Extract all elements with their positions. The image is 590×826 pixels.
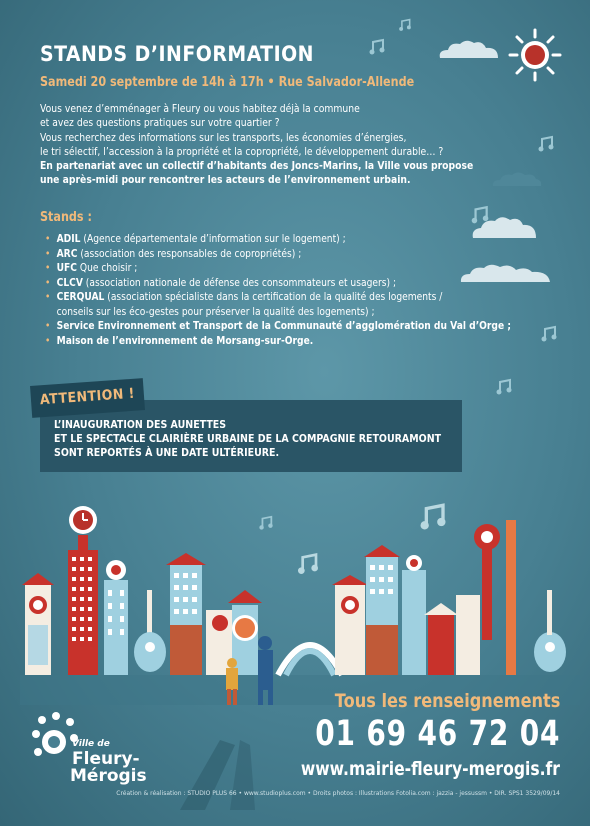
intro-line: et avez des questions pratiques sur votre quartier ?	[40, 116, 280, 130]
city-illustration	[20, 495, 580, 705]
stand-name: CLCV	[56, 275, 83, 289]
logo-name-line2: Mérogis	[70, 766, 147, 786]
attention-line: L’INAUGURATION DES AUNETTES	[54, 418, 227, 431]
intro-line: Vous venez d’emménager à Fleury ou vous habitez déjà la commune	[40, 102, 360, 115]
stand-name: Service Environnement et Transport de la Communauté d’agglomération du Val d’Orge ;	[56, 319, 512, 332]
stand-description: (association nationale de défense des consommateurs et usagers) ;	[82, 275, 397, 289]
stand-name: ARC	[56, 246, 78, 260]
stands-heading: Stands :	[40, 210, 92, 225]
cloud-icon	[436, 38, 502, 60]
page-title: STANDS D’INFORMATION	[40, 42, 314, 66]
attention-line: SONT REPORTÉS À UNE DATE ULTÉRIEURE.	[54, 446, 280, 459]
list-item	[45, 276, 511, 291]
list-item	[45, 261, 511, 276]
stand-description: (association spécialiste dans la certification de la qualité des logements /	[104, 290, 443, 303]
intro-line: En partenariat avec un collectif d’habitants des Joncs-Marins, la Ville vous propose	[40, 159, 474, 173]
music-note-icon	[470, 205, 490, 225]
contact-website[interactable]: www.mairie-fleury-merogis.fr	[300, 758, 560, 780]
stand-name: UFC	[56, 261, 77, 274]
contact-label: Tous les renseignements	[334, 690, 560, 712]
list-item	[45, 290, 511, 305]
stand-description: (Agence départementale d’information sur le logement) ;	[80, 232, 346, 245]
city-logo	[72, 740, 147, 785]
credits-text: Création & réalisation : STUDIO PLUS 66 • www.studioplus.com • Droits photos : Illustrations Fotolia.com : jazzia - jessussm • DIR. SPS1 3529/09/14	[116, 790, 560, 797]
intro-paragraph	[40, 102, 473, 188]
list-item	[45, 319, 511, 334]
stand-description: conseils sur les éco-gestes pour préserver la qualité des logements) ;	[56, 304, 375, 318]
music-note-icon	[495, 378, 513, 396]
list-item	[45, 334, 511, 349]
list-item	[45, 247, 511, 262]
shadow-decoration	[160, 740, 310, 810]
stand-name: Maison de l’environnement de Morsang-sur-Orge.	[56, 333, 314, 347]
intro-line: une après-midi pour rencontrer les acteurs de l’environnement urbain.	[40, 173, 411, 187]
event-date-location: Samedi 20 septembre de 14h à 17h • Rue Salvador-Allende	[40, 75, 415, 90]
stand-name: ADIL	[56, 232, 81, 245]
logo-small-text: Ville de	[72, 739, 110, 749]
stand-name: CERQUAL	[56, 290, 105, 303]
stands-list	[45, 232, 511, 348]
attention-message	[54, 418, 441, 460]
intro-line: Vous recherchez des informations sur les transports, les économies d’énergies,	[40, 130, 407, 144]
music-note-icon	[368, 38, 386, 56]
list-item	[45, 232, 511, 247]
contact-phone: 01 69 46 72 04	[314, 714, 560, 754]
list-item-continuation	[45, 305, 511, 320]
attention-line: ET LE SPECTACLE CLAIRIÈRE URBAINE DE LA COMPAGNIE RETOURAMONT	[54, 432, 442, 445]
sun-icon	[508, 28, 562, 82]
cloud-icon	[490, 170, 544, 188]
music-note-icon	[398, 18, 412, 32]
attention-label-text: ATTENTION !	[39, 385, 136, 409]
music-note-icon	[540, 325, 558, 343]
intro-line: le tri sélectif, l’accession à la propriété et la copropriété, le développement durable… ?	[40, 144, 444, 158]
stand-description: Que choisir ;	[76, 261, 138, 274]
stand-description: (association des responsables de copropriétés) ;	[77, 246, 302, 260]
logo-name-line1: Fleury-	[72, 749, 140, 769]
music-note-icon	[537, 135, 555, 153]
